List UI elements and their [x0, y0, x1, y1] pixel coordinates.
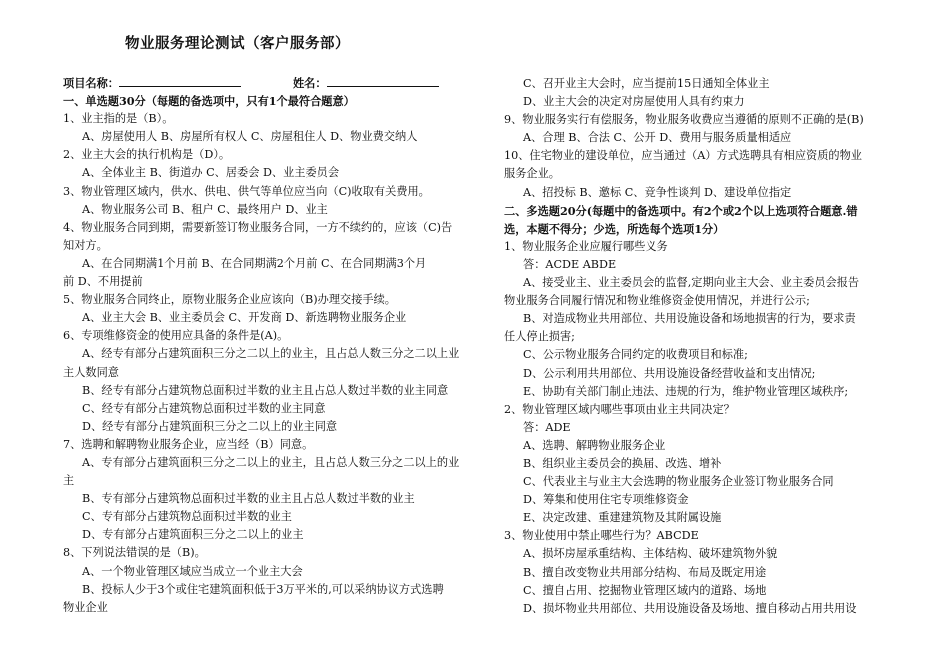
- text-line: A、一个物业管理区域应当成立一个业主大会: [82, 564, 303, 578]
- text-line: 8、下列说法错误的是（B)。: [63, 546, 206, 560]
- text-line: B、专有部分占建筑物总面积过半数的业主且占总人数过半数的业主: [82, 492, 415, 506]
- text-line: D、业主大会的决定对房屋使用人具有约束力: [523, 95, 745, 109]
- text-line: 3、物业管理区域内，供水、供电、供气等单位应当向（C)收取有关费用。: [63, 184, 430, 198]
- text-line: D、经专有部分占建筑面积三分之二以上的业主同意: [82, 419, 338, 433]
- text-line: A、招投标 B、邀标 C、竞争性谈判 D、建设单位指定: [523, 185, 792, 199]
- text-line: A、接受业主、业主委员会的监督,定期向业主大会、业主委员会报告: [523, 276, 860, 290]
- text-line: 5、物业服务合同终止，原物业服务企业应该向（B)办理交接手续。: [63, 293, 396, 307]
- text-line: A、选聘、解聘物业服务企业: [523, 438, 666, 452]
- left-column: [63, 74, 483, 617]
- text-line: 7、选聘和解聘物业服务企业，应当经（B）同意。: [63, 437, 314, 451]
- text-line: 知对方。: [63, 238, 108, 252]
- text-line: 答：ADE: [523, 420, 571, 434]
- text-line: C、召开业主大会时，应当提前15日通知全体业主: [523, 77, 770, 90]
- text-line: A、经专有部分占建筑面积三分之二以上的业主，且占总人数三分之二以上业: [82, 347, 460, 361]
- text-line: B、对造成物业共用部位、共用设施设备和场地损害的行为，要求责: [523, 312, 856, 326]
- text-line: 前 D、不用提前: [63, 275, 143, 289]
- text-line: 物业企业: [63, 600, 108, 614]
- text-line: A、全体业主 B、街道办 C、居委会 D、业主委员会: [82, 166, 340, 180]
- text-line: A、业主大会 B、业主委员会 C、开发商 D、新选聘物业服务企业: [82, 311, 407, 325]
- text-line: 一、单选题30分（每题的备选项中，只有1个最符合题意）: [63, 94, 355, 109]
- text-line: D、筹集和使用住宅专项维修资金: [523, 493, 689, 507]
- text-line: B、组织业主委员会的换届、改选、增补: [523, 456, 722, 470]
- name-blank: [327, 74, 439, 87]
- text-line: 10、住宅物业的建设单位，应当通过（A）方式选聘具有相应资质的物业: [504, 149, 862, 163]
- text-line: A、损坏房屋承重结构、主体结构、破坏建筑物外貌: [523, 547, 778, 561]
- text-line: E、决定改建、重建建筑物及其附属设施: [523, 511, 722, 525]
- project-name-label: 项目名称：: [63, 76, 119, 90]
- text-line: 4、物业服务合同到期，需要新签订物业服务合同，一方不续约的，应该（C)告: [63, 220, 453, 234]
- page-title: 物业服务理论测试（客户服务部）: [125, 35, 350, 52]
- right-question-list: [504, 75, 892, 618]
- text-line: 6、专项维修资金的使用应具备的条件是(A)。: [63, 329, 289, 343]
- project-name-blank: [119, 74, 241, 87]
- text-line: B、擅自改变物业共用部分结构、布局及既定用途: [523, 565, 767, 579]
- text-line: C、经专有部分占建筑物总面积过半数的业主同意: [82, 401, 326, 415]
- text-line: 答：ACDE ABDE: [523, 257, 617, 271]
- text-line: 选，本题不得分；少选，所选每个选项1分）: [504, 221, 725, 236]
- text-line: 服务企业。: [504, 167, 560, 181]
- text-line: 二、多选题20分(每题中的备选项中。有2个或2个以上选项符合题意.错: [504, 203, 858, 218]
- text-line: A、合理 B、合法 C、公开 D、费用与服务质量相适应: [523, 131, 792, 145]
- text-line: 2、业主大会的执行机构是（D）。: [63, 148, 231, 162]
- left-question-list: [63, 92, 483, 617]
- header-info: [63, 74, 483, 92]
- text-line: D、专有部分占建筑面积三分之二以上的业主: [82, 528, 304, 542]
- text-line: 主人数同意: [63, 365, 119, 379]
- text-line: C、公示物业服务合同约定的收费项目和标准;: [523, 348, 748, 362]
- name-label: 姓名：: [292, 76, 327, 90]
- text-line: D、损坏物业共用部位、共用设施设备及场地、擅自移动占用共用设: [523, 601, 857, 615]
- text-line: C、代表业主与业主大会选聘的物业服务企业签订物业服务合同: [523, 475, 834, 489]
- text-line: A、物业服务公司 B、租户 C、最终用户 D、业主: [82, 202, 328, 216]
- text-line: C、擅自占用、挖掘物业管理区域内的道路、场地: [523, 583, 767, 597]
- text-line: 3、物业使用中禁止哪些行为？ABCDE: [504, 529, 699, 543]
- spacer: [241, 74, 293, 92]
- text-line: B、经专有部分占建筑物总面积过半数的业主且占总人数过半数的业主同意: [82, 383, 449, 397]
- text-line: E、协助有关部门制止违法、违规的行为，维护物业管理区域秩序;: [523, 384, 849, 398]
- text-line: 1、物业服务企业应履行哪些义务: [504, 239, 668, 253]
- text-line: 2、物业管理区域内哪些事项由业主共同决定？: [504, 402, 735, 416]
- text-line: 物业服务合同履行情况和物业维修资金使用情况，并进行公示;: [504, 294, 810, 308]
- text-line: B、投标人少于3个或住宅建筑面积低于3万平米的,可以采纳协议方式选聘: [82, 582, 444, 596]
- text-line: C、专有部分占建筑物总面积过半数的业主: [82, 510, 292, 524]
- right-column: [504, 75, 892, 618]
- text-line: 9、物业服务实行有偿服务，物业服务收费应当遵循的原则不正确的是(B): [504, 113, 864, 127]
- text-line: 1、业主指的是（B）。: [63, 112, 174, 126]
- text-line: A、在合同期满1个月前 B、在合同期满2个月前 C、在合同期满3个月: [82, 256, 427, 270]
- text-line: D、公示利用共用部位、共用设施设备经营收益和支出情况;: [523, 366, 816, 380]
- text-line: A、房屋使用人 B、房屋所有权人 C、房屋租住人 D、物业费交纳人: [82, 130, 418, 144]
- text-line: 任人停止损害;: [504, 330, 575, 344]
- text-line: A、专有部分占建筑面积三分之二以上的业主，且占总人数三分之二以上的业: [82, 455, 460, 469]
- text-line: 主: [63, 474, 75, 488]
